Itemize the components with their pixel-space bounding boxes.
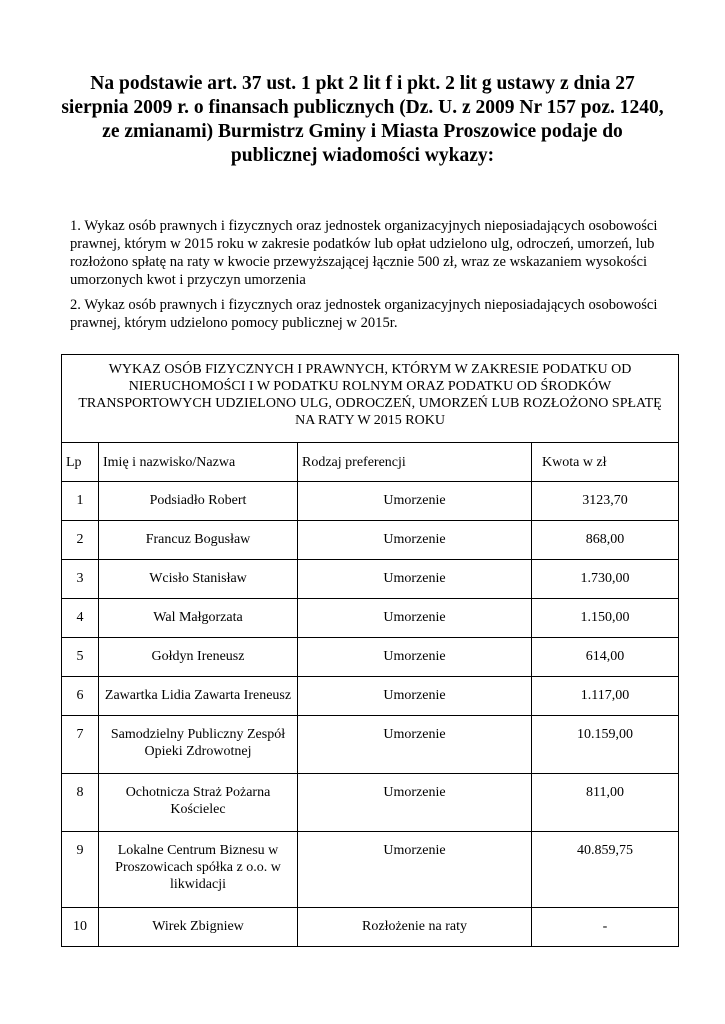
- table-row: [62, 677, 679, 716]
- paragraph-list-item-2: 2. Wykaz osób prawnych i fizycznych oraz jednostek organizacyjnych nieposiadających osobowości prawnej, którym udzielono pomocy publicznej w 2015r.: [70, 297, 658, 331]
- row-preference: Umorzenie: [298, 521, 532, 560]
- row-name: Wcisło Stanisław: [99, 560, 298, 599]
- row-preference: Umorzenie: [298, 638, 532, 677]
- row-lp: 10: [62, 908, 99, 947]
- row-preference: Rozłożenie na raty: [298, 908, 532, 947]
- table-row: [62, 560, 679, 599]
- row-lp: 6: [62, 677, 99, 716]
- row-lp: 2: [62, 521, 99, 560]
- row-name: Gołdyn Ireneusz: [99, 638, 298, 677]
- row-lp: 3: [62, 560, 99, 599]
- row-preference: Umorzenie: [298, 482, 532, 521]
- row-preference: Umorzenie: [298, 716, 532, 774]
- row-amount: 1.150,00: [532, 599, 679, 638]
- row-lp: 8: [62, 774, 99, 832]
- row-amount: 614,00: [532, 638, 679, 677]
- preferences-table: [61, 354, 679, 947]
- header-lp: Lp: [62, 443, 99, 482]
- row-preference: Umorzenie: [298, 832, 532, 908]
- row-lp: 9: [62, 832, 99, 908]
- table-caption: WYKAZ OSÓB FIZYCZNYCH I PRAWNYCH, KTÓRYM W ZAKRESIE PODATKU OD NIERUCHOMOŚCI I W PODATKU ROLNYM ORAZ PODATKU OD ŚRODKÓW TRANSPORTOWYCH UDZIELONO ULG, ODROCZEŃ, UMORZEŃ LUB ROZŁOŻONO SPŁATĘ NA RATY W 2015 ROKU: [62, 355, 679, 443]
- table-row: [62, 521, 679, 560]
- table-row: [62, 908, 679, 947]
- paragraph-list-item-1: 1. Wykaz osób prawnych i fizycznych oraz jednostek organizacyjnych nieposiadających osobowości prawnej, którym w 2015 roku w zakresie podatków lub opłat udzielono ulg, odroczeń, umorzeń, lub rozłożono spłatę na raty w kwocie przewyższającej łącznie 500 zł, wraz ze wskazaniem wysokości umorzonych kwot i przyczyn umorzenia: [70, 218, 658, 288]
- row-lp: 5: [62, 638, 99, 677]
- row-amount: 811,00: [532, 774, 679, 832]
- row-name: Wirek Zbigniew: [99, 908, 298, 947]
- header-preference-type: Rodzaj preferencji: [298, 443, 532, 482]
- row-amount: 3123,70: [532, 482, 679, 521]
- table-row: [62, 716, 679, 774]
- row-preference: Umorzenie: [298, 560, 532, 599]
- row-preference: Umorzenie: [298, 774, 532, 832]
- row-amount: -: [532, 908, 679, 947]
- table-row: [62, 599, 679, 638]
- row-amount: 10.159,00: [532, 716, 679, 774]
- row-amount: 40.859,75: [532, 832, 679, 908]
- row-name: Wal Małgorzata: [99, 599, 298, 638]
- row-name: Ochotnicza Straż Pożarna Kościelec: [99, 774, 298, 832]
- header-name: Imię i nazwisko/Nazwa: [99, 443, 298, 482]
- row-name: Francuz Bogusław: [99, 521, 298, 560]
- row-lp: 1: [62, 482, 99, 521]
- header-amount: Kwota w zł: [532, 443, 679, 482]
- row-preference: Umorzenie: [298, 599, 532, 638]
- row-lp: 4: [62, 599, 99, 638]
- row-amount: 1.730,00: [532, 560, 679, 599]
- row-name: Zawartka Lidia Zawarta Ireneusz: [99, 677, 298, 716]
- row-name: Lokalne Centrum Biznesu w Proszowicach spółka z o.o. w likwidacji: [99, 832, 298, 908]
- table-row: [62, 638, 679, 677]
- document-heading: Na podstawie art. 37 ust. 1 pkt 2 lit f i pkt. 2 lit g ustawy z dnia 27 sierpnia 2009 r. o finansach publicznych (Dz. U. z 2009 Nr 157 poz. 1240, ze zmianami) Burmistrz Gminy i Miasta Proszowice podaje do publicznej wiadomości wykazy:: [61, 73, 664, 166]
- row-name: Samodzielny Publiczny Zespół Opieki Zdrowotnej: [99, 716, 298, 774]
- row-lp: 7: [62, 716, 99, 774]
- table-header-row: [62, 443, 679, 482]
- table-row: [62, 832, 679, 908]
- row-preference: Umorzenie: [298, 677, 532, 716]
- row-amount: 1.117,00: [532, 677, 679, 716]
- table-row: [62, 774, 679, 832]
- row-amount: 868,00: [532, 521, 679, 560]
- table-row: [62, 482, 679, 521]
- row-name: Podsiadło Robert: [99, 482, 298, 521]
